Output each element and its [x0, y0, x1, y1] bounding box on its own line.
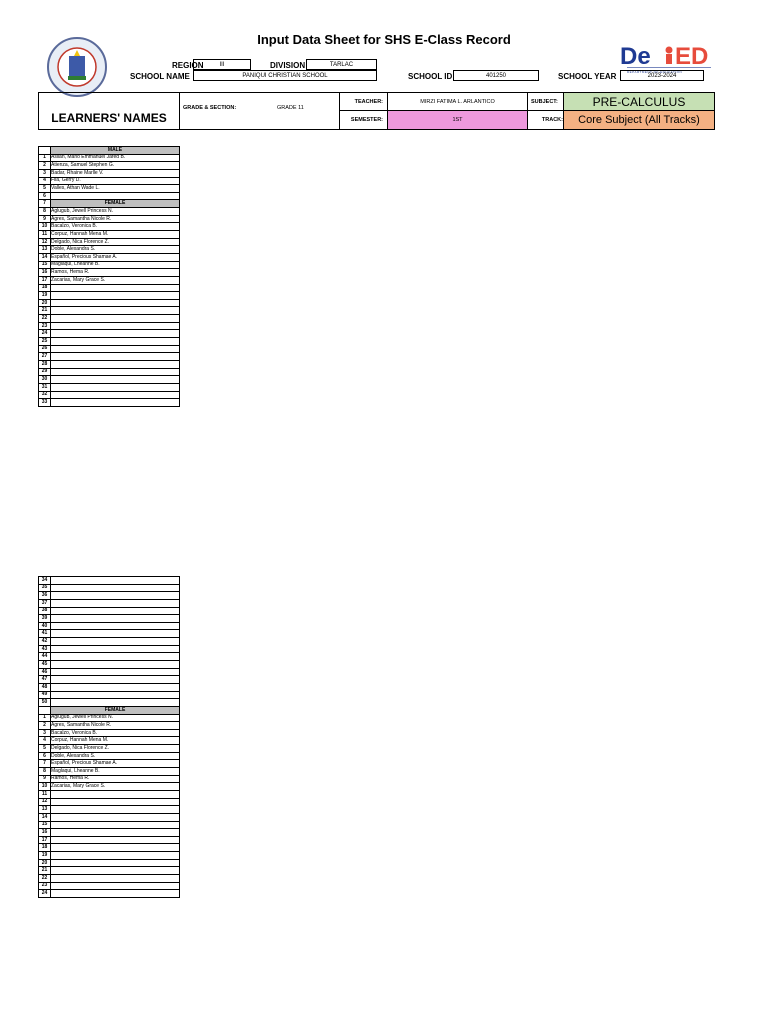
learner-row	[39, 185, 180, 193]
row-number: 2	[39, 162, 51, 170]
row-number: 15	[39, 261, 51, 269]
learner-name-cell[interactable]: Asilan, Mario Emmanuel Jared B.	[51, 154, 180, 162]
learner-row	[39, 645, 180, 653]
row-number: 12	[39, 798, 51, 806]
row-number: 4	[39, 177, 51, 185]
learner-row	[39, 223, 180, 231]
division-field[interactable]: TARLAC	[306, 59, 377, 70]
learner-row	[39, 276, 180, 284]
row-number: 42	[39, 638, 51, 646]
learner-row	[39, 768, 180, 776]
svg-text:De: De	[620, 43, 651, 70]
row-number: 9	[39, 775, 51, 783]
learner-row	[39, 699, 180, 707]
learner-name-cell[interactable]: Bacalzo, Veronica B.	[51, 223, 180, 231]
learner-name-cell[interactable]	[51, 330, 180, 338]
row-number: 23	[39, 322, 51, 330]
learner-name-cell[interactable]: Corpuz, Hannah Mena M.	[51, 231, 180, 239]
row-number: 15	[39, 821, 51, 829]
learner-name-cell[interactable]	[51, 661, 180, 669]
row-number: 41	[39, 630, 51, 638]
learner-row	[39, 722, 180, 730]
learner-row	[39, 867, 180, 875]
learner-row	[39, 322, 180, 330]
learner-name-cell[interactable]	[51, 399, 180, 407]
learner-row	[39, 208, 180, 216]
row-number: 6	[39, 752, 51, 760]
school-name-label: SCHOOL NAME	[130, 72, 190, 81]
learner-row	[39, 368, 180, 376]
learner-name-cell[interactable]	[51, 874, 180, 882]
row-number: 5	[39, 185, 51, 193]
group-label: MALE	[51, 147, 180, 155]
learner-name-cell[interactable]	[51, 821, 180, 829]
learner-name-cell[interactable]: Agres, Samantha Nicole R.	[51, 215, 180, 223]
learner-name-cell[interactable]	[51, 592, 180, 600]
learner-name-cell[interactable]	[51, 798, 180, 806]
learner-name-cell[interactable]	[51, 622, 180, 630]
row-number: 40	[39, 622, 51, 630]
learner-row	[39, 859, 180, 867]
learner-name-cell[interactable]: Maglaqui, Lheanne B.	[51, 261, 180, 269]
learner-row	[39, 691, 180, 699]
learner-row	[39, 852, 180, 860]
group-label: FEMALE	[51, 706, 180, 714]
learner-row	[39, 269, 180, 277]
learner-row	[39, 760, 180, 768]
row-number: 17	[39, 276, 51, 284]
class-info-header	[38, 92, 715, 130]
row-number: 47	[39, 676, 51, 684]
region-label: REGION	[172, 61, 204, 70]
learner-name-cell[interactable]: Aglugub, Jewell Princess N.	[51, 714, 180, 722]
row-number: 19	[39, 852, 51, 860]
row-number: 7	[39, 760, 51, 768]
row-number: 24	[39, 890, 51, 898]
learner-name-cell[interactable]	[51, 577, 180, 585]
learner-row	[39, 622, 180, 630]
row-number: 20	[39, 299, 51, 307]
row-number: 7	[39, 200, 51, 208]
learner-name-cell[interactable]: Badar, Rhaine Marlle V.	[51, 169, 180, 177]
learner-name-cell[interactable]	[51, 360, 180, 368]
learner-row	[39, 798, 180, 806]
learner-name-cell[interactable]	[51, 676, 180, 684]
school-year-label: SCHOOL YEAR	[558, 72, 617, 81]
learner-name-cell[interactable]: Agres, Samantha Nicole R.	[51, 722, 180, 730]
learners-names-heading: LEARNERS' NAMES	[39, 93, 180, 129]
learner-name-cell[interactable]: Aglugub, Jewell Princess N.	[51, 208, 180, 216]
row-number: 17	[39, 836, 51, 844]
row-number: 29	[39, 368, 51, 376]
learner-row	[39, 829, 180, 837]
learner-name-cell[interactable]	[51, 806, 180, 814]
learners-table-page-2	[38, 576, 180, 898]
learner-row	[39, 577, 180, 585]
row-number: 38	[39, 607, 51, 615]
learner-name-cell[interactable]: Bacalzo, Veronica B.	[51, 729, 180, 737]
learner-row	[39, 338, 180, 346]
learner-name-cell[interactable]	[51, 630, 180, 638]
row-number: 37	[39, 599, 51, 607]
school-id-field[interactable]: 401250	[453, 70, 539, 81]
row-number: 25	[39, 338, 51, 346]
row-number: 9	[39, 215, 51, 223]
learner-row	[39, 890, 180, 898]
page-title: Input Data Sheet for SHS E-Class Record	[257, 32, 511, 47]
learner-name-cell[interactable]	[51, 813, 180, 821]
learner-row	[39, 729, 180, 737]
learner-row	[39, 737, 180, 745]
row-number: 8	[39, 768, 51, 776]
row-number: 31	[39, 383, 51, 391]
group-label: FEMALE	[51, 200, 180, 208]
track-value[interactable]: Core Subject (All Tracks)	[563, 111, 714, 129]
learner-name-cell[interactable]	[51, 383, 180, 391]
row-number: 14	[39, 813, 51, 821]
learner-name-cell[interactable]	[51, 668, 180, 676]
learner-row	[39, 238, 180, 246]
learner-name-cell[interactable]	[51, 322, 180, 330]
semester-value[interactable]: 1ST	[387, 111, 527, 129]
row-number: 44	[39, 653, 51, 661]
row-number: 23	[39, 882, 51, 890]
deped-logo	[617, 40, 717, 74]
learner-name-cell[interactable]	[51, 882, 180, 890]
learner-name-cell[interactable]: Delgado, Nica Florence Z.	[51, 238, 180, 246]
learner-row	[39, 261, 180, 269]
group-header-row	[39, 706, 180, 714]
row-number: 39	[39, 615, 51, 623]
learner-name-cell[interactable]: Valles, Athan Wade L.	[51, 185, 180, 193]
row-number: 10	[39, 783, 51, 791]
row-number: 3	[39, 169, 51, 177]
row-number: 18	[39, 284, 51, 292]
learner-row	[39, 383, 180, 391]
row-number: 11	[39, 231, 51, 239]
semester-label: SEMESTER:	[339, 111, 387, 129]
learner-name-cell[interactable]	[51, 391, 180, 399]
row-number	[39, 706, 51, 714]
learner-row	[39, 376, 180, 384]
row-number: 32	[39, 391, 51, 399]
learner-row	[39, 874, 180, 882]
learner-row	[39, 783, 180, 791]
group-header-row	[39, 147, 180, 155]
learner-name-cell[interactable]: Delgado, Nica Florence Z.	[51, 745, 180, 753]
row-number: 27	[39, 353, 51, 361]
learner-row	[39, 882, 180, 890]
deped-logo-subtext: DEPARTMENT OF EDUCATION	[627, 70, 683, 74]
row-number: 11	[39, 790, 51, 798]
learner-row	[39, 630, 180, 638]
learner-name-cell[interactable]	[51, 607, 180, 615]
learner-row	[39, 714, 180, 722]
row-number: 45	[39, 661, 51, 669]
row-number: 13	[39, 806, 51, 814]
row-number: 30	[39, 376, 51, 384]
learner-row	[39, 813, 180, 821]
learner-name-cell[interactable]	[51, 691, 180, 699]
learner-row	[39, 599, 180, 607]
learner-name-cell[interactable]	[51, 345, 180, 353]
learner-name-cell[interactable]	[51, 368, 180, 376]
learner-name-cell[interactable]	[51, 836, 180, 844]
grade-section-label: GRADE & SECTION:	[183, 105, 237, 111]
deped-seal-logo	[46, 36, 108, 98]
learner-name-cell[interactable]: Corpuz, Hannah Mena M.	[51, 737, 180, 745]
learner-name-cell[interactable]	[51, 890, 180, 898]
learner-name-cell[interactable]	[51, 867, 180, 875]
learner-name-cell[interactable]: Español, Precious Shamae A.	[51, 760, 180, 768]
learner-name-cell[interactable]	[51, 307, 180, 315]
learner-name-cell[interactable]: Zacarias, Mary Grace S.	[51, 783, 180, 791]
row-number: 33	[39, 399, 51, 407]
learner-row	[39, 745, 180, 753]
row-number: 34	[39, 577, 51, 585]
learner-row	[39, 315, 180, 323]
learner-name-cell[interactable]	[51, 599, 180, 607]
learner-row	[39, 192, 180, 200]
learner-row	[39, 307, 180, 315]
row-number: 26	[39, 345, 51, 353]
learner-row	[39, 353, 180, 361]
learner-name-cell[interactable]	[51, 315, 180, 323]
learner-name-cell[interactable]	[51, 844, 180, 852]
row-number: 22	[39, 874, 51, 882]
subject-label: SUBJECT:	[527, 93, 563, 111]
learner-row	[39, 169, 180, 177]
learner-name-cell[interactable]	[51, 299, 180, 307]
learner-row	[39, 391, 180, 399]
row-number: 16	[39, 269, 51, 277]
row-number: 19	[39, 292, 51, 300]
grade-section-value[interactable]: GRADE 11	[277, 105, 304, 111]
region-field[interactable]: III	[193, 59, 251, 70]
learner-name-cell[interactable]	[51, 852, 180, 860]
row-number: 28	[39, 360, 51, 368]
learner-row	[39, 668, 180, 676]
learner-name-cell[interactable]	[51, 683, 180, 691]
row-number: 18	[39, 844, 51, 852]
subject-value[interactable]: PRE-CALCULUS	[563, 93, 714, 111]
learner-name-cell[interactable]	[51, 376, 180, 384]
learner-name-cell[interactable]	[51, 859, 180, 867]
row-number: 8	[39, 208, 51, 216]
row-number: 24	[39, 330, 51, 338]
row-number: 43	[39, 645, 51, 653]
learner-row	[39, 752, 180, 760]
learners-table-page-1	[38, 146, 180, 407]
learner-row	[39, 177, 180, 185]
row-number: 20	[39, 859, 51, 867]
learner-row	[39, 607, 180, 615]
row-number: 2	[39, 722, 51, 730]
svg-text:ED: ED	[675, 43, 709, 70]
learner-row	[39, 399, 180, 407]
learner-name-cell[interactable]	[51, 284, 180, 292]
row-number: 5	[39, 745, 51, 753]
learner-row	[39, 292, 180, 300]
learner-name-cell[interactable]	[51, 638, 180, 646]
learner-name-cell[interactable]: Zacarias, Mary Grace S.	[51, 276, 180, 284]
row-number: 13	[39, 246, 51, 254]
learner-name-cell[interactable]	[51, 699, 180, 707]
teacher-label: TEACHER:	[339, 93, 387, 111]
row-number: 50	[39, 699, 51, 707]
row-number: 35	[39, 584, 51, 592]
learner-row	[39, 345, 180, 353]
school-id-label: SCHOOL ID	[408, 72, 453, 81]
learner-name-cell[interactable]: Doble, Alexandra S.	[51, 246, 180, 254]
learner-row	[39, 330, 180, 338]
learner-row	[39, 253, 180, 261]
learner-name-cell[interactable]: Doble, Alexandra S.	[51, 752, 180, 760]
learner-row	[39, 584, 180, 592]
learner-name-cell[interactable]: Ramos, Hema R.	[51, 269, 180, 277]
row-number: 16	[39, 829, 51, 837]
learner-row	[39, 284, 180, 292]
learner-row	[39, 592, 180, 600]
learner-name-cell[interactable]	[51, 192, 180, 200]
school-year-field[interactable]: 2023-2024	[620, 70, 704, 81]
row-number: 21	[39, 867, 51, 875]
learner-row	[39, 661, 180, 669]
learner-name-cell[interactable]	[51, 292, 180, 300]
learner-name-cell[interactable]	[51, 645, 180, 653]
learner-row	[39, 775, 180, 783]
school-name-field[interactable]: PANIQUI CHRISTIAN SCHOOL	[193, 70, 377, 81]
learner-row	[39, 615, 180, 623]
learner-row	[39, 821, 180, 829]
row-number: 36	[39, 592, 51, 600]
learner-row	[39, 231, 180, 239]
learner-row	[39, 683, 180, 691]
row-number: 14	[39, 253, 51, 261]
learner-row	[39, 154, 180, 162]
learner-name-cell[interactable]	[51, 615, 180, 623]
learner-row	[39, 844, 180, 852]
learner-row	[39, 676, 180, 684]
division-label: DIVISION	[270, 61, 306, 70]
row-number: 10	[39, 223, 51, 231]
track-label: TRACK:	[527, 111, 563, 129]
learner-name-cell[interactable]: Maglaqui, Lheanne B.	[51, 768, 180, 776]
row-number: 12	[39, 238, 51, 246]
row-number: 21	[39, 307, 51, 315]
teacher-value[interactable]: MIRZI FATIMA L. ARLANTICO	[387, 93, 527, 111]
learner-row	[39, 836, 180, 844]
row-number: 1	[39, 154, 51, 162]
row-number	[39, 147, 51, 155]
learner-name-cell[interactable]: Español, Precious Shamae A.	[51, 253, 180, 261]
row-number: 3	[39, 729, 51, 737]
learner-name-cell[interactable]	[51, 790, 180, 798]
group-header-row	[39, 200, 180, 208]
learner-row	[39, 215, 180, 223]
row-number: 46	[39, 668, 51, 676]
learner-row	[39, 790, 180, 798]
row-number: 1	[39, 714, 51, 722]
row-number: 4	[39, 737, 51, 745]
learner-name-cell[interactable]	[51, 829, 180, 837]
row-number: 49	[39, 691, 51, 699]
learner-row	[39, 246, 180, 254]
learner-row	[39, 638, 180, 646]
learner-row	[39, 653, 180, 661]
learner-row	[39, 360, 180, 368]
learner-row	[39, 806, 180, 814]
row-number: 48	[39, 683, 51, 691]
learner-name-cell[interactable]: Ramos, Hema R.	[51, 775, 180, 783]
learner-name-cell[interactable]	[51, 584, 180, 592]
learner-name-cell[interactable]	[51, 338, 180, 346]
row-number: 6	[39, 192, 51, 200]
learner-name-cell[interactable]: Fila, Gerry D.	[51, 177, 180, 185]
row-number: 22	[39, 315, 51, 323]
learner-name-cell[interactable]	[51, 353, 180, 361]
learner-name-cell[interactable]	[51, 653, 180, 661]
learner-row	[39, 162, 180, 170]
learner-row	[39, 299, 180, 307]
learner-name-cell[interactable]: Atienza, Samuel Stephen G.	[51, 162, 180, 170]
